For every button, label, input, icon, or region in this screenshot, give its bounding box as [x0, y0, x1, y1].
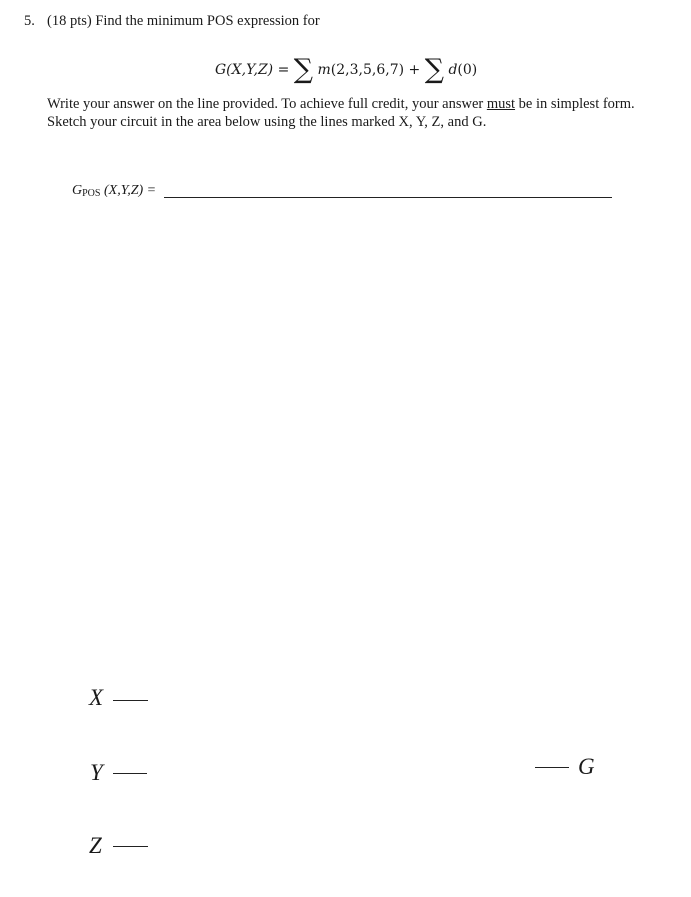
function-equation [215, 50, 478, 85]
answer-args: (X,Y,Z) = [100, 183, 157, 198]
input-x-label: X [89, 685, 104, 710]
dontcare-list: (0) [457, 62, 478, 78]
input-y-label: Y [90, 760, 103, 785]
instruction-text-a: Write your answer on the line provided. To achieve full credit, your answer [47, 96, 487, 112]
answer-symbol: G [72, 183, 83, 198]
instruction-text-b: be in simplest form. [515, 96, 635, 112]
equation-lhs: G(X,Y,Z) = [215, 62, 294, 78]
input-z-wire[interactable] [113, 846, 148, 847]
sigma-symbol: ∑ [293, 54, 314, 85]
input-x-wire[interactable] [113, 700, 148, 701]
question-number: 5. [24, 13, 35, 29]
dontcare-prefix: d [448, 62, 458, 78]
instruction-emphasis: must [486, 96, 516, 112]
output-g-wire[interactable] [535, 767, 569, 768]
instruction-line-2: Sketch your circuit in the area below using the lines marked X, Y, Z, and G. [47, 114, 487, 130]
minterm-prefix: m [317, 62, 331, 78]
answer-line[interactable] [164, 197, 612, 198]
sigma-symbol-dontcare: ∑ [424, 54, 444, 85]
input-y-wire[interactable] [113, 773, 147, 774]
question-prompt: (18 pts) Find the minimum POS expression for [47, 13, 320, 29]
answer-label [72, 183, 156, 199]
answer-subscript: POS [82, 188, 101, 199]
output-g-label: G [578, 754, 595, 779]
minterm-list: (2,3,5,6,7) [330, 62, 405, 78]
input-z-label: Z [89, 833, 102, 858]
equation-plus: + [404, 62, 425, 78]
instruction-line-1 [47, 96, 635, 113]
